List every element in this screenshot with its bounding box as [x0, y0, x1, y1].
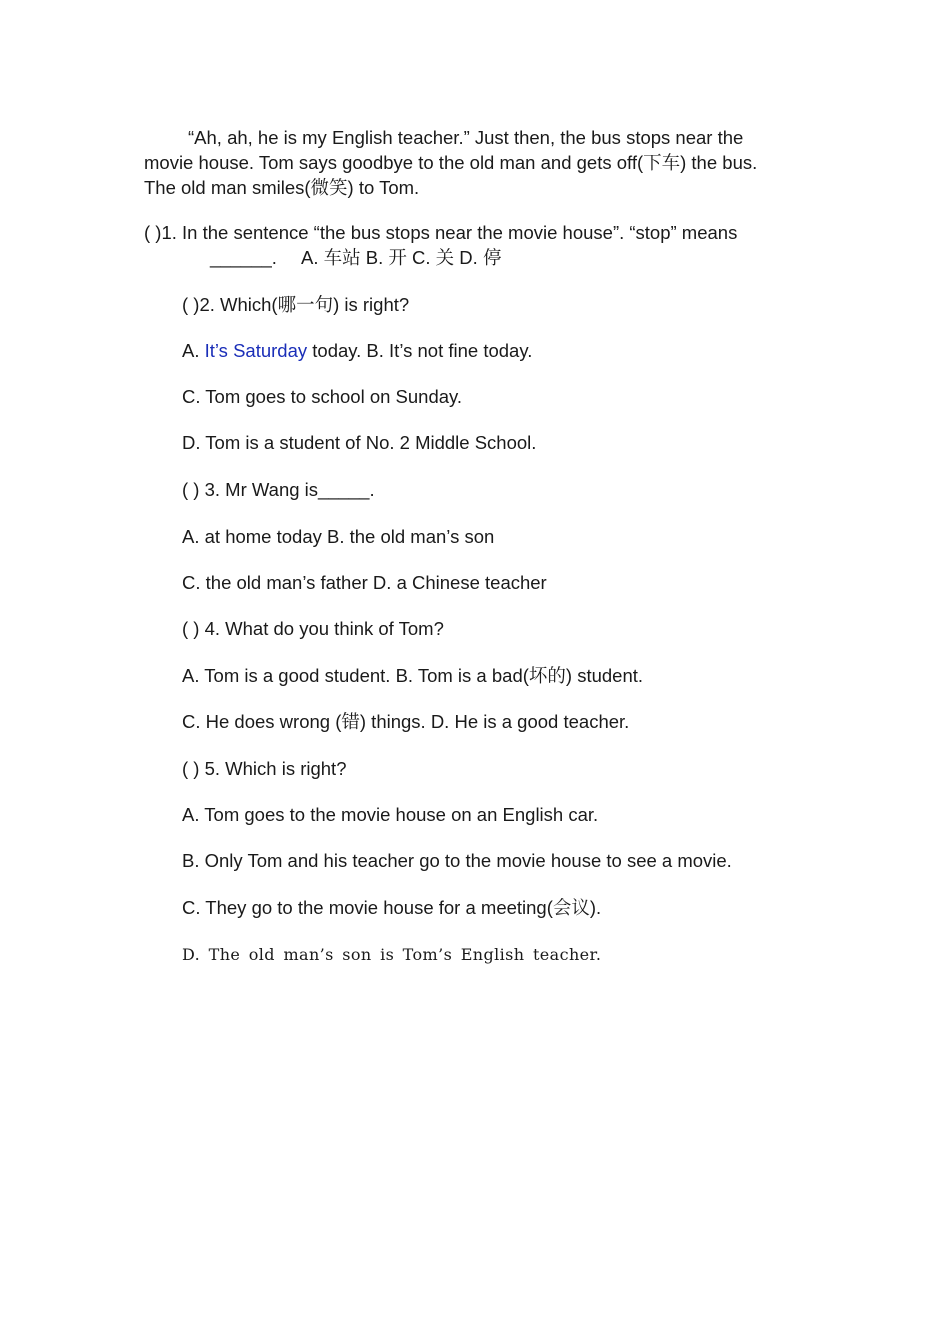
question-5-option-a: A. Tom goes to the movie house on an English car. [182, 804, 599, 825]
question-1-blank: ______. [210, 247, 277, 268]
question-5-option-d: D. The old man’s son is Tom’s English teacher. [182, 945, 602, 964]
question-3-option-ab: A. at home today B. the old man’s son [182, 526, 495, 547]
passage-line-2: movie house. Tom says goodbye to the old man and gets off(下车) the bus. [144, 152, 758, 173]
question-4-stem: ( ) 4. What do you think of Tom? [182, 618, 444, 639]
option-a-prefix: A. [182, 340, 205, 361]
question-4-option-ab: A. Tom is a good student. B. Tom is a bad(坏的) student. [182, 665, 644, 686]
question-5-option-c: C. They go to the movie house for a meeting(会议). [182, 897, 602, 918]
question-3-stem: ( ) 3. Mr Wang is_____. [182, 479, 375, 500]
its-saturday-link[interactable]: It’s Saturday [204, 340, 308, 361]
question-2-stem: ( )2. Which(哪一句) is right? [182, 294, 410, 315]
passage-paragraph [144, 125, 794, 200]
question-2-option-d: D. Tom is a student of No. 2 Middle School. [182, 432, 537, 453]
passage-line-1: “Ah, ah, he is my English teacher.” Just then, the bus stops near the [188, 127, 744, 148]
question-2-option-ab [182, 339, 532, 363]
question-3-option-cd: C. the old man’s father D. a Chinese teacher [182, 572, 547, 593]
question-5-stem: ( ) 5. Which is right? [182, 758, 347, 779]
question-5-option-b: B. Only Tom and his teacher go to the movie house to see a movie. [182, 850, 732, 871]
question-1-stem: ( )1. In the sentence “the bus stops near the movie house”. “stop” means [144, 222, 738, 243]
question-4-option-cd: C. He does wrong (错) things. D. He is a good teacher. [182, 711, 630, 732]
question-2-option-c: C. Tom goes to school on Sunday. [182, 386, 463, 407]
question-1-options: A. 车站 B. 开 C. 关 D. 停 [301, 247, 502, 268]
passage-line-3: The old man smiles(微笑) to Tom. [144, 177, 420, 198]
option-a-suffix: today. B. It’s not fine today. [307, 340, 533, 361]
